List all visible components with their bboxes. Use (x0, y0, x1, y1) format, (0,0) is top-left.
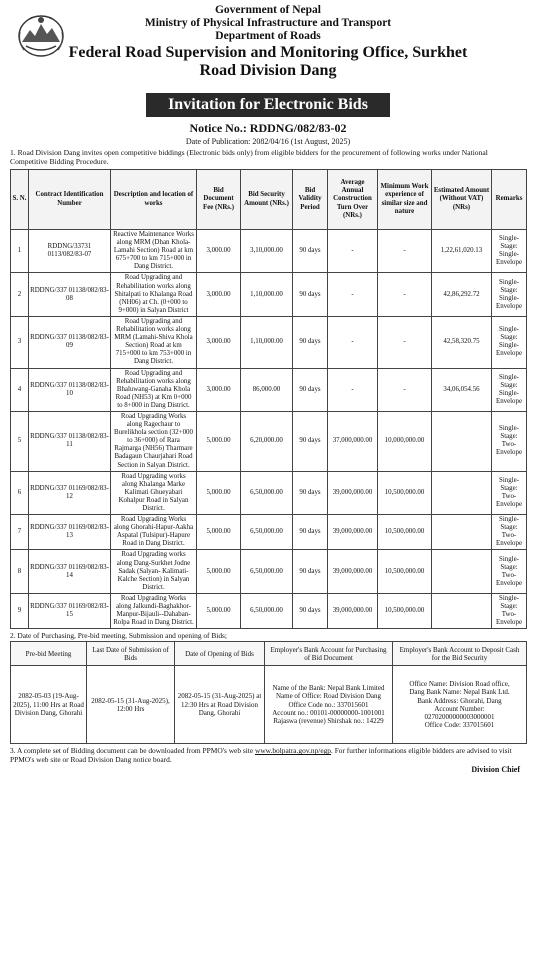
bid-column-header: Minimum Work experience of similar size and nature (378, 170, 432, 230)
validity-period-cell: 90 days (293, 471, 328, 514)
schedule-row (11, 666, 527, 744)
work-experience-cell: - (378, 316, 432, 368)
work-experience-cell: - (378, 368, 432, 411)
purchase-account-cell (265, 666, 393, 744)
download-note (10, 746, 526, 764)
division-title: Road Division Dang (199, 62, 337, 79)
work-experience-cell: 10,500,000.00 (378, 593, 432, 628)
bid-table-body (11, 230, 527, 629)
estimated-amount-cell (432, 550, 492, 593)
intro-paragraph: 1. Road Division Dang invites open competitive biddings (Electronic bids only) from eligible bidders for the procurement of following works under National Competitive Bidding Procedure. (10, 148, 488, 166)
security-amount-cell: 6,50,000.00 (241, 471, 293, 514)
schedule-column-header: Employer's Bank Account for Purchasing of Bid Document (265, 642, 393, 666)
document-fee-cell: 5,000.00 (197, 515, 241, 550)
document-fee-cell: 3,000.00 (197, 316, 241, 368)
contract-id-cell: RDDNG/337 01138/082/83-10 (29, 368, 111, 411)
security-account-label: Account Number: (434, 704, 485, 713)
security-amount-cell: 6,50,000.00 (241, 593, 293, 628)
work-experience-cell: - (378, 273, 432, 316)
document-fee-cell: 3,000.00 (197, 273, 241, 316)
security-amount-cell: 6,20,000.00 (241, 411, 293, 471)
table-row (11, 550, 527, 593)
table-row (11, 593, 527, 628)
serial-number-cell: 9 (11, 593, 29, 628)
work-experience-cell: - (378, 230, 432, 273)
work-description-cell: Road Upgrading Works along Ghorahi-Hapur-Aakha Aspatal (Tulsipur)-Hapure Road in Dang District. (111, 515, 197, 550)
purchase-office: Name of Office: Road Division Dang (275, 692, 382, 701)
table-row (11, 515, 527, 550)
work-description-cell: Reactive Maintenance Works along MRM (Dhan Khola- Lamahi Section) Road at km 675+700 to km 715+000 in Dang District. (111, 230, 197, 273)
estimated-amount-cell (432, 593, 492, 628)
estimated-amount-cell (432, 411, 492, 471)
security-amount-cell: 1,10,000.00 (241, 316, 293, 368)
work-description-cell: Road Upgrading and Rehabilitation works along Shitalpati to Khalanga Road (NH06) at Ch. (0+000 to 9+000) in Salyan District (111, 273, 197, 316)
purchase-rajaswa: Rajaswa (revenue) Shirshak no.: 14229 (273, 717, 384, 726)
estimated-amount-cell: 42,86,292.72 (432, 273, 492, 316)
bid-table-header (11, 170, 527, 230)
work-description-cell: Road Upgrading Works along Jalkundi-Baghakhor-Manpur-Bijauli--Dahaban-Rolpa Road in Dang District. (111, 593, 197, 628)
purchase-bank: Name of the Bank: Nepal Bank Limited (272, 684, 385, 693)
remarks-cell: Single-Stage: Single-Envelope (492, 273, 527, 316)
schedule-column-header: Last Date of Submission of Bids (87, 642, 175, 666)
table-row (11, 368, 527, 411)
remarks-cell: Single-Stage: Two-Envelope (492, 593, 527, 628)
document-fee-cell: 5,000.00 (197, 471, 241, 514)
serial-number-cell: 7 (11, 515, 29, 550)
work-experience-cell: 10,500,000.00 (378, 471, 432, 514)
serial-number-cell: 5 (11, 411, 29, 471)
remarks-cell: Single-Stage: Single-Envelope (492, 368, 527, 411)
work-description-cell: Road Upgrading works along Khalanga Marke Kalimati Ghueyabari Kohalpur Road in Salyan District. (111, 471, 197, 514)
download-note-text: 3. A complete set of Bidding document can be downloaded from PPMO's web site (10, 746, 255, 756)
turnover-cell: 37,000,000.00 (328, 411, 378, 471)
validity-period-cell: 90 days (293, 273, 328, 316)
remarks-cell: Single-Stage: Two-Envelope (492, 471, 527, 514)
ministry-title: Ministry of Physical Infrastructure and Transport (144, 17, 392, 29)
bolpatra-link[interactable]: www.bolpatra.gov.np/egp (254, 746, 331, 756)
validity-period-cell: 90 days (293, 593, 328, 628)
bid-column-header: Estimated Amount (Without VAT) (NRs) (432, 170, 492, 230)
header (10, 4, 526, 92)
remarks-cell: Single-Stage: Single-Envelope (492, 230, 527, 273)
validity-period-cell: 90 days (293, 230, 328, 273)
invitation-banner: Invitation for Electronic Bids (146, 93, 390, 117)
bid-table (10, 169, 527, 629)
office-title: Federal Road Supervision and Monitoring Office, Surkhet (68, 44, 468, 61)
publication-date: Date of Publication: 2082/04/16 (1st August, 2025) (185, 137, 351, 146)
work-description-cell: Road Upgrading and Rehabilitation works along MRM (Lamahi-Shiva Khola Section) Road at km 715+000 to km 753+000 in Dang District. (111, 316, 197, 368)
security-amount-cell: 86,000.00 (241, 368, 293, 411)
turnover-cell: 39,000,000.00 (328, 550, 378, 593)
work-description-cell: Road Upgrading Works along Ragechaur to Burelikhola section (32+000 to 36+000) of Rara Rajmarga (NH56) Tharmare Badagaun Chaurjahari Road Section in Salyan District. (111, 411, 197, 471)
signoff: Division Chief (471, 765, 520, 775)
work-experience-cell: 10,500,000.00 (378, 515, 432, 550)
bid-column-header: Contract Identification Number (29, 170, 111, 230)
document-fee-cell: 5,000.00 (197, 550, 241, 593)
document-fee-cell: 5,000.00 (197, 411, 241, 471)
validity-period-cell: 90 days (293, 316, 328, 368)
table-row (11, 471, 527, 514)
opening-date-cell: 2082-05-15 (31-Aug-2025) at 12:30 Hrs at Road Division Dang, Ghorahi (175, 666, 265, 744)
work-description-cell: Road Upgrading works along Dang-Surkhet Jodne Sadak (Salyan- Kalimati-Kalche Section) in Salyan District. (111, 550, 197, 593)
work-experience-cell: 10,000,000.00 (378, 411, 432, 471)
table-row (11, 411, 527, 471)
security-amount-cell: 3,10,000.00 (241, 230, 293, 273)
download-note-tail: . For further informations eligible bidders are advised to visit PPMO's web site or Road Division Dang notice board. (10, 746, 512, 765)
turnover-cell: - (328, 273, 378, 316)
turnover-cell: 39,000,000.00 (328, 593, 378, 628)
bid-column-header: Average Annual Construction Turn Over (NRs.) (328, 170, 378, 230)
table-row (11, 316, 527, 368)
turnover-cell: - (328, 368, 378, 411)
bid-column-header: S. N. (11, 170, 29, 230)
prebid-meeting-cell: 2082-05-03 (19-Aug-2025), 11:00 Hrs at Road Division Dang, Ghorahi (11, 666, 87, 744)
bid-column-header: Bid Document Fee (NRs.) (197, 170, 241, 230)
department-title: Department of Roads (215, 30, 321, 42)
serial-number-cell: 3 (11, 316, 29, 368)
validity-period-cell: 90 days (293, 550, 328, 593)
serial-number-cell: 6 (11, 471, 29, 514)
banner-wrap (10, 93, 526, 117)
serial-number-cell: 4 (11, 368, 29, 411)
security-account-cell (393, 666, 527, 744)
purchase-office-code: Office Code no.: 337015601 (288, 700, 369, 709)
security-bank: Dang Bank Name: Nepal Bank Ltd. (409, 688, 510, 697)
estimated-amount-cell: 1,22,61,020.13 (432, 230, 492, 273)
security-account-no: 02702000000003000001 (424, 713, 495, 722)
notice-number: Notice No.: RDDNG/082/83-02 (189, 121, 347, 135)
turnover-cell: 39,000,000.00 (328, 515, 378, 550)
remarks-cell: Single-Stage: Two-Envelope (492, 411, 527, 471)
table-row (11, 273, 527, 316)
validity-period-cell: 90 days (293, 411, 328, 471)
contract-id-cell: RDDNG/33731 0113/082/83-07 (29, 230, 111, 273)
estimated-amount-cell: 34,06,054.56 (432, 368, 492, 411)
document-fee-cell: 3,000.00 (197, 368, 241, 411)
contract-id-cell: RDDNG/337 01138/082/83-11 (29, 411, 111, 471)
nepal-emblem-icon (16, 12, 66, 58)
schedule-column-header: Date of Opening of Bids (175, 642, 265, 666)
security-amount-cell: 6,50,000.00 (241, 515, 293, 550)
government-title: Government of Nepal (214, 4, 322, 16)
purchase-account-no: Account no.: 00101-00000000-1001001 (272, 708, 385, 717)
security-office-code: Office Code: 337015601 (424, 721, 495, 730)
serial-number-cell: 2 (11, 273, 29, 316)
bid-column-header: Remarks (492, 170, 527, 230)
work-description-cell: Road Upgrading and Rehabilitation works along Bhaluwang-Ganaha Khola Road (NH53) at Km 0+000 to 8+000 in Dang District. (111, 368, 197, 411)
schedule-table-header (11, 642, 527, 666)
validity-period-cell: 90 days (293, 515, 328, 550)
contract-id-cell: RDDNG/337 01169/082/83-14 (29, 550, 111, 593)
submission-date-cell: 2082-05-15 (31-Aug-2025), 12:00 Hrs (87, 666, 175, 744)
serial-number-cell: 8 (11, 550, 29, 593)
schedule-table (10, 641, 527, 744)
document-fee-cell: 5,000.00 (197, 593, 241, 628)
security-address: Bank Address: Ghorahi, Dang (417, 696, 502, 705)
schedule-note: 2. Date of Purchasing, Pre-bid meeting, Submission and opening of Bids; (10, 631, 227, 641)
estimated-amount-cell (432, 471, 492, 514)
remarks-cell: Single-Stage: Single-Envelope (492, 316, 527, 368)
estimated-amount-cell (432, 515, 492, 550)
document-fee-cell: 3,000.00 (197, 230, 241, 273)
remarks-cell: Single-Stage: Two-Envelope (492, 515, 527, 550)
contract-id-cell: RDDNG/337 01169/082/83-12 (29, 471, 111, 514)
schedule-column-header: Employer's Bank Account to Deposit Cash for the Bid Security (393, 642, 527, 666)
bid-column-header: Description and location of works (111, 170, 197, 230)
work-experience-cell: 10,500,000.00 (378, 550, 432, 593)
serial-number-cell: 1 (11, 230, 29, 273)
contract-id-cell: RDDNG/337 01138/082/83-09 (29, 316, 111, 368)
validity-period-cell: 90 days (293, 368, 328, 411)
security-amount-cell: 1,10,000.00 (241, 273, 293, 316)
bid-column-header: Bid Validity Period (293, 170, 328, 230)
turnover-cell: - (328, 230, 378, 273)
contract-id-cell: RDDNG/337 01138/082/83-08 (29, 273, 111, 316)
security-office: Office Name: Division Road office, (409, 679, 510, 688)
bid-column-header: Bid Security Amount (NRs.) (241, 170, 293, 230)
contract-id-cell: RDDNG/337 01169/082/83-15 (29, 593, 111, 628)
remarks-cell: Single-Stage: Two-Envelope (492, 550, 527, 593)
schedule-column-header: Pre-bid Meeting (11, 642, 87, 666)
turnover-cell: - (328, 316, 378, 368)
security-amount-cell: 6,50,000.00 (241, 550, 293, 593)
estimated-amount-cell: 42,58,320.75 (432, 316, 492, 368)
turnover-cell: 39,000,000.00 (328, 471, 378, 514)
contract-id-cell: RDDNG/337 01169/082/83-13 (29, 515, 111, 550)
table-row (11, 230, 527, 273)
